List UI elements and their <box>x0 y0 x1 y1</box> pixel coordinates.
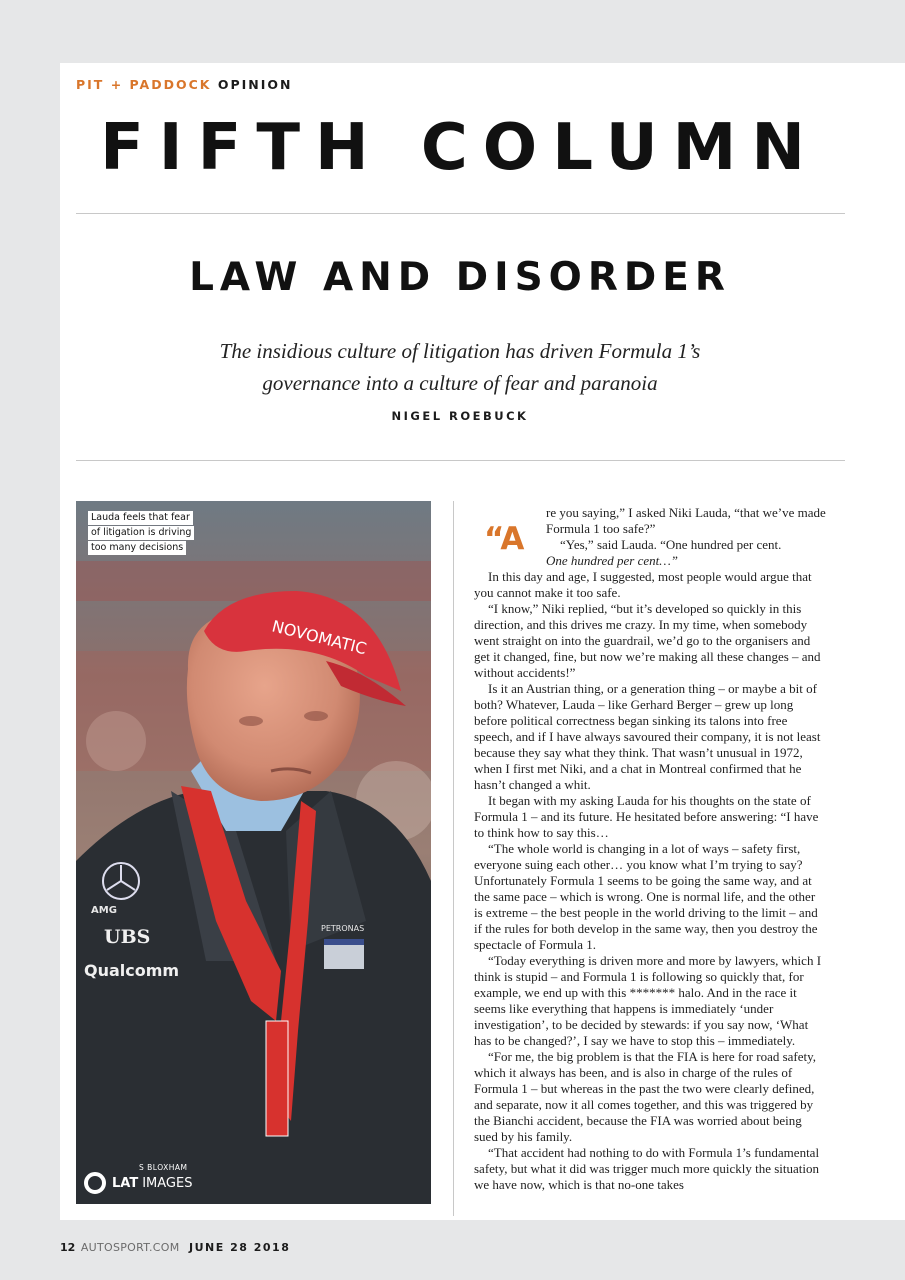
body-paragraph: It began with my asking Lauda for his thoughts on the state of Formula 1 – and its future. He hesitated before answering: “I have to think how to say this… <box>474 793 819 840</box>
body-paragraph: In this day and age, I suggested, most people would argue that you cannot make it too safe. <box>474 569 812 600</box>
ubs-logo: UBS <box>104 926 151 948</box>
column-divider <box>453 501 454 1216</box>
standfirst-line: governance into a culture of fear and paranoia <box>262 371 658 395</box>
header-divider <box>76 460 845 461</box>
caption-line: too many decisions <box>88 541 186 555</box>
lat-brand: LAT <box>112 1175 139 1191</box>
qualcomm-logo: Qualcomm <box>84 961 180 980</box>
issue-date: JUNE 28 2018 <box>189 1241 291 1254</box>
petronas-logo: PETRONAS <box>321 924 365 933</box>
column-title: FIFTH COLUMN <box>100 111 820 185</box>
caption-line: of litigation is driving <box>88 526 194 540</box>
caption-line: Lauda feels that fear <box>88 511 193 525</box>
amg-logo: AMG <box>91 905 117 916</box>
lauda-photo <box>76 501 431 1204</box>
section-type: OPINION <box>217 77 293 92</box>
photo-illustration <box>76 501 431 1204</box>
drop-cap: “A <box>484 521 525 557</box>
body-paragraph: Is it an Austrian thing, or a generation thing – or maybe a bit of both? Whatever, Lauda – like Gerhard Berger – grew up long before political correctness began sinking its talons into free speech, and if I have always savoured their company, it is not least because they say what they think. That wasn’t unusual in 1972, when I first met Niki, and a chat in Montreal confirmed that he hasn’t changed a whit. <box>474 681 821 792</box>
section-kicker <box>76 77 292 92</box>
page-footer <box>60 1241 290 1254</box>
cap-logo: NOVOMATIC <box>270 616 369 659</box>
author-byline: NIGEL ROEBUCK <box>391 409 529 423</box>
body-paragraph: “Today everything is driven more and more by lawyers, which I think is stupid – and Formula 1 is following so quickly that, for example, we end up with this ******* halo. And in the race it seems like everything that happens is immediately ‘under investigation’, to be decided by stewards: if you say now, ‘What has to be changed?’, I say we have to stop this – immediately. <box>474 953 822 1048</box>
body-paragraph: “That accident had nothing to do with Formula 1’s fundamental safety, but what it did was trigger much more quickly the situation we have now, which is that no-one takes <box>474 1145 820 1192</box>
site-name: AUTOSPORT.COM <box>80 1241 180 1254</box>
lat-suffix: IMAGES <box>142 1175 193 1191</box>
standfirst-line: The insidious culture of litigation has driven Formula 1’s <box>219 339 701 363</box>
page-number: 12 <box>60 1241 76 1254</box>
lat-images-credit <box>84 1172 192 1194</box>
body-paragraph: “For me, the big problem is that the FIA is here for road safety, which it always has been, and is also in charge of the rules of Formula 1 – but whereas in the past the two were clearly defined, and separate, now it all comes together, and this was triggered by the Bianchi accident, because the FIA was worried about being sued by his family. <box>474 1049 817 1144</box>
italic-quote: One hundred per cent…” <box>546 553 679 568</box>
body-paragraph: “The whole world is changing in a lot of ways – safety first, everyone suing each other… you know what I’m trying to say? Unfortunately Formula 1 seems to be going the same way, and at the same pace – which is wrong. One is normal life, and the other is extreme – the best people in the world driving to the limit – and if the rules for both develop in the same way, then you destroy the spectacle of Formula 1. <box>474 841 818 952</box>
article-standfirst <box>160 335 760 399</box>
section-label: PIT + PADDOCK <box>76 77 212 92</box>
photographer-credit: S BLOXHAM <box>139 1163 188 1172</box>
article-body <box>474 505 826 1193</box>
lat-logo-icon <box>84 1172 106 1194</box>
body-paragraph: “Yes,” said Lauda. “One hundred per cent. <box>560 537 782 552</box>
top-divider <box>76 213 845 214</box>
body-paragraph: “I know,” Niki replied, “but it’s developed so quickly in this direction, and this drives me crazy. In my time, when somebody went straight on into the guardrail, we’d go to the organisers and get it changed, fine, but now we’re making all these changes – and without accidents!” <box>474 601 821 680</box>
body-paragraph: re you saying,” I asked Niki Lauda, “that we’ve made Formula 1 too safe?” <box>546 505 826 536</box>
article-headline: LAW AND DISORDER <box>189 255 731 300</box>
photo-caption <box>88 511 194 556</box>
